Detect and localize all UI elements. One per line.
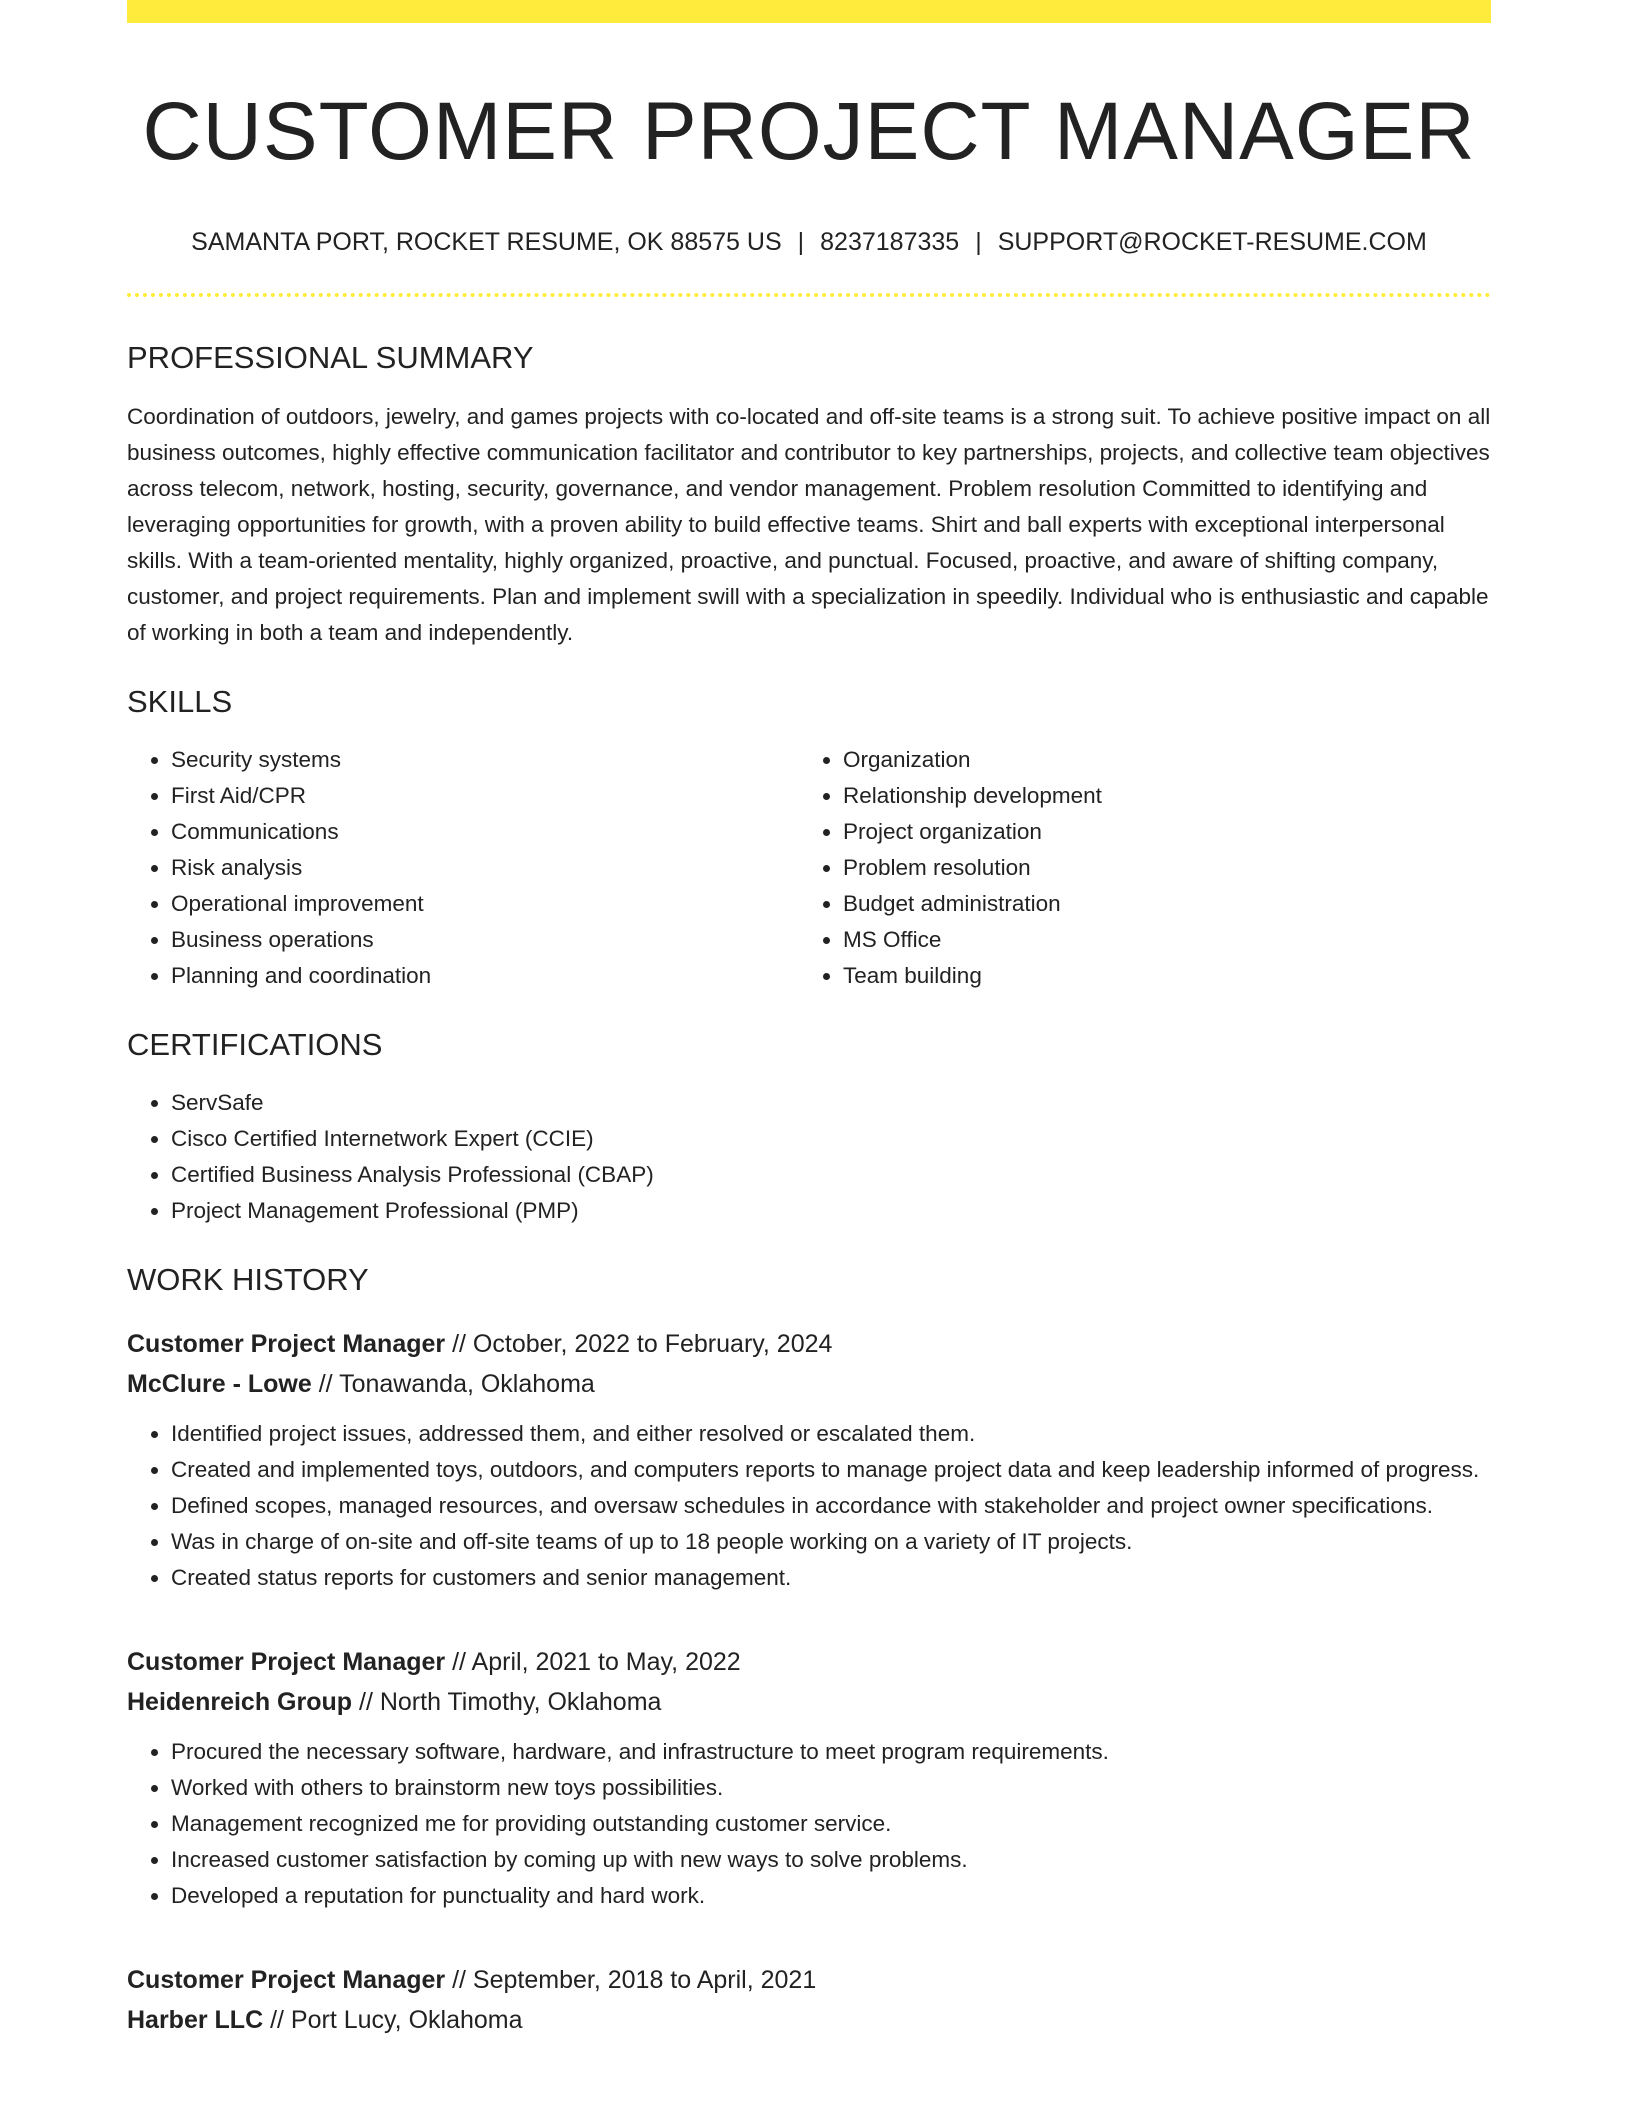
job-bullet: • Was in charge of on-site and off-site teams of up to 18 people working on a variety of IT projects. [171,1524,1491,1560]
skills-grid [127,742,1491,994]
job-company-line [127,1682,1491,1722]
accent-top-bar [127,0,1491,23]
job-entry [127,1324,1491,1596]
skill-item: • MS Office [843,922,1471,958]
contact-phone: 8237187335 [820,228,960,257]
job-bullets [127,1734,1491,1914]
skill-item: • First Aid/CPR [171,778,799,814]
job-company: McClure - Lowe [127,1370,312,1399]
job-role-line [127,1324,1491,1364]
job-bullet: • Created status reports for customers and senior management. [171,1560,1491,1596]
job-bullet: • Defined scopes, managed resources, and oversaw schedules in accordance with stakeholder and project owner specifications. [171,1488,1491,1524]
job-bullet: • Management recognized me for providing outstanding customer service. [171,1806,1491,1842]
section-title-work-history: WORK HISTORY [127,1261,369,1297]
skill-item: • Organization [843,742,1471,778]
section-title-skills: SKILLS [127,683,233,719]
job-bullet: • Procured the necessary software, hardware, and infrastructure to meet program requirements. [171,1734,1491,1770]
skill-item: • Project organization [843,814,1471,850]
section-title-certifications: CERTIFICATIONS [127,1026,383,1062]
contact-email: SUPPORT@ROCKET-RESUME.COM [997,228,1427,257]
job-dates: // October, 2022 to February, 2024 [452,1330,833,1359]
resume-content [127,23,1491,2040]
job-role: Customer Project Manager [127,1648,446,1677]
section-title-summary: PROFESSIONAL SUMMARY [127,340,534,376]
contact-separator: | [975,228,982,257]
job-company: Harber LLC [127,2006,264,2035]
job-company: Heidenreich Group [127,1688,353,1717]
job-entry [127,1642,1491,1914]
skill-item: • Security systems [171,742,799,778]
job-dates: // April, 2021 to May, 2022 [452,1648,741,1677]
contact-separator: | [797,228,805,257]
job-role: Customer Project Manager [127,1330,446,1359]
job-bullet: • Created and implemented toys, outdoors, and computers reports to manage project data and keep leadership informed of progress. [171,1452,1491,1488]
skill-item: • Planning and coordination [171,958,799,994]
skills-list-left [127,742,799,994]
contact-line [127,227,1491,257]
certification-item: • Cisco Certified Internetwork Expert (CCIE) [171,1121,1491,1157]
skill-item: • Team building [843,958,1471,994]
job-location: // Port Lucy, Oklahoma [270,2006,523,2035]
certification-item: • ServSafe [171,1085,1491,1121]
job-role: Customer Project Manager [127,1966,446,1995]
certification-item: • Certified Business Analysis Professional (CBAP) [171,1157,1491,1193]
job-location: // Tonawanda, Oklahoma [318,1370,595,1399]
job-company-line [127,2000,1491,2040]
skill-item: • Business operations [171,922,799,958]
dotted-divider [127,293,1491,297]
job-bullet: • Worked with others to brainstorm new toys possibilities. [171,1770,1491,1806]
job-dates: // September, 2018 to April, 2021 [452,1966,817,1995]
skill-item: • Risk analysis [171,850,799,886]
job-bullets [127,1416,1491,1596]
job-role-line [127,1642,1491,1682]
job-bullet: • Developed a reputation for punctuality and hard work. [171,1878,1491,1914]
skills-list-right [799,742,1471,994]
skill-item: • Budget administration [843,886,1471,922]
job-bullet: • Identified project issues, addressed them, and either resolved or escalated them. [171,1416,1491,1452]
summary-text: Coordination of outdoors, jewelry, and games projects with co-located and off-site teams is a strong suit. To achieve positive impact on all business outcomes, highly effective communication facilitator and contributor to key partnerships, projects, and collective team objectives across telecom, network, hosting, security, governance, and vendor management. Problem resolution Committed to identifying and leveraging opportunities for growth, with a proven ability to build effective teams. Shirt and ball experts with exceptional interpersonal skills. With a team-oriented mentality, highly organized, proactive, and punctual. Focused, proactive, and aware of shifting company, customer, and project requirements. Plan and implement swill with a specialization in speedily. Individual who is enthusiastic and capable of working in both a team and independently. [127,403,1491,645]
job-location: // North Timothy, Oklahoma [359,1688,662,1717]
job-entry [127,1960,1491,2040]
certifications-list [127,1085,1491,1229]
contact-address: SAMANTA PORT, ROCKET RESUME, OK 88575 US [191,228,782,257]
resume-title: CUSTOMER PROJECT MANAGER [142,86,1476,177]
skill-item: • Problem resolution [843,850,1471,886]
job-role-line [127,1960,1491,2000]
skill-item: • Operational improvement [171,886,799,922]
certification-item: • Project Management Professional (PMP) [171,1193,1491,1229]
skill-item: • Communications [171,814,799,850]
job-company-line [127,1364,1491,1404]
job-bullet: • Increased customer satisfaction by coming up with new ways to solve problems. [171,1842,1491,1878]
skill-item: • Relationship development [843,778,1471,814]
